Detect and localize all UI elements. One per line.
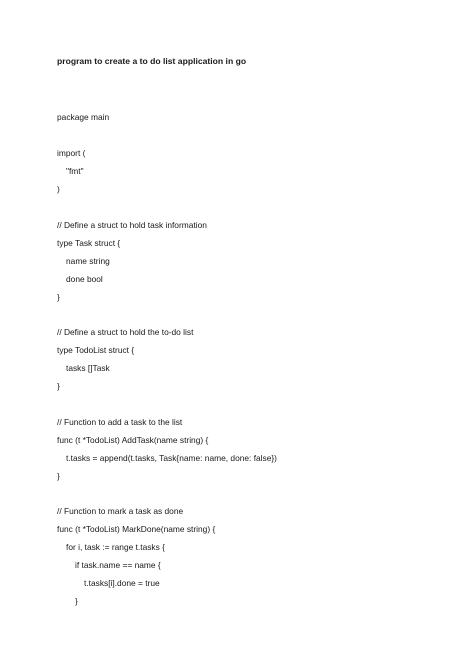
code-line-func-addtask: func (t *TodoList) AddTask(name string) { [57,435,209,445]
code-line-field-tasks: tasks []Task [66,363,110,373]
code-line-for-range: for i, task := range t.tasks { [66,542,165,552]
code-line-func-markdone: func (t *TodoList) MarkDone(name string) { [57,524,216,534]
code-line-comment-markdone: // Function to mark a task as done [57,506,184,516]
document-title: program to create a to do list application in go [57,56,247,66]
code-line-type-task: type Task struct { [57,238,121,248]
code-line-if-close: } [75,596,78,606]
code-line-append: t.tasks = append(t.tasks, Task{name: name, done: false}) [66,453,277,463]
code-line-task-close: } [57,292,60,302]
code-line-import-close: ) [57,184,60,194]
code-line-set-done: t.tasks[i].done = true [84,578,160,588]
code-line-comment-task: // Define a struct to hold task information [57,220,207,230]
code-line-comment-todolist: // Define a struct to hold the to-do list [57,327,194,337]
code-line-import-open: import ( [57,148,86,158]
code-line-package: package main [57,112,110,122]
code-line-todolist-close: } [57,381,60,391]
code-line-field-name: name string [66,256,110,266]
code-line-type-todolist: type TodoList struct { [57,345,135,355]
code-line-if-name: if task.name == name { [75,560,161,570]
code-line-addtask-close: } [57,471,60,481]
code-line-field-done: done bool [66,274,103,284]
code-line-comment-addtask: // Function to add a task to the list [57,417,183,427]
code-line-import-fmt: "fmt" [66,166,84,176]
